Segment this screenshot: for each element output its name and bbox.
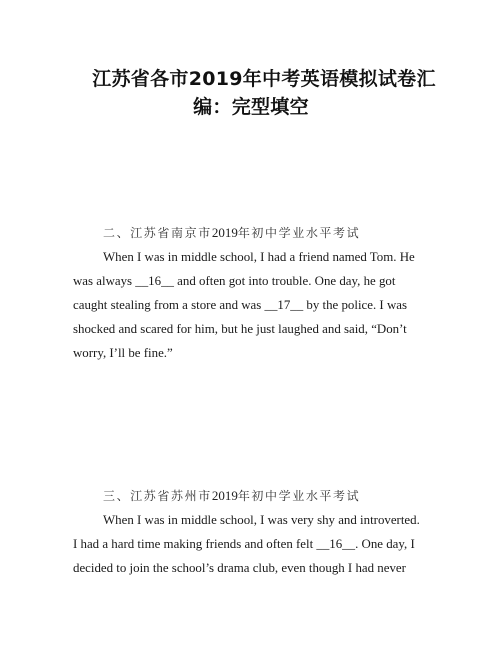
paragraph-line: When I was in middle school, I was very shy and introverted. <box>103 513 420 527</box>
section-heading-year: 2019 <box>211 488 238 503</box>
paragraph-line: decided to join the school’s drama club, even though I had never <box>73 561 406 575</box>
section-heading-suffix: 年初中学业水平考试 <box>237 226 361 240</box>
paragraph-line: When I was in middle school, I had a friend named Tom. He <box>103 250 415 264</box>
section-paragraph-nanjing <box>73 245 425 365</box>
paragraph-line: shocked and scared for him, but he just laughed and said, “Don’t <box>73 322 407 336</box>
section-heading-suzhou <box>103 487 483 504</box>
paragraph-line: I had a hard time making friends and often felt __16__. One day, I <box>73 537 415 551</box>
section-heading-prefix: 三、江苏省苏州市 <box>103 489 212 503</box>
paragraph-line: worry, I’ll be fine.” <box>73 346 173 360</box>
section-heading-year: 2019 <box>211 225 238 240</box>
document-title-line2: 编：完型填空 <box>193 96 309 118</box>
paragraph-line: was always __16__ and often got into trouble. One day, he got <box>73 274 396 288</box>
document-title-line1: 江苏省各市2019年中考英语模拟试卷汇 <box>92 68 436 90</box>
section-heading-nanjing <box>103 224 483 241</box>
paragraph-line: caught stealing from a store and was __17__ by the police. I was <box>73 298 407 312</box>
section-heading-suffix: 年初中学业水平考试 <box>237 489 361 503</box>
section-heading-prefix: 二、江苏省南京市 <box>103 226 212 240</box>
section-paragraph-suzhou <box>73 508 425 580</box>
